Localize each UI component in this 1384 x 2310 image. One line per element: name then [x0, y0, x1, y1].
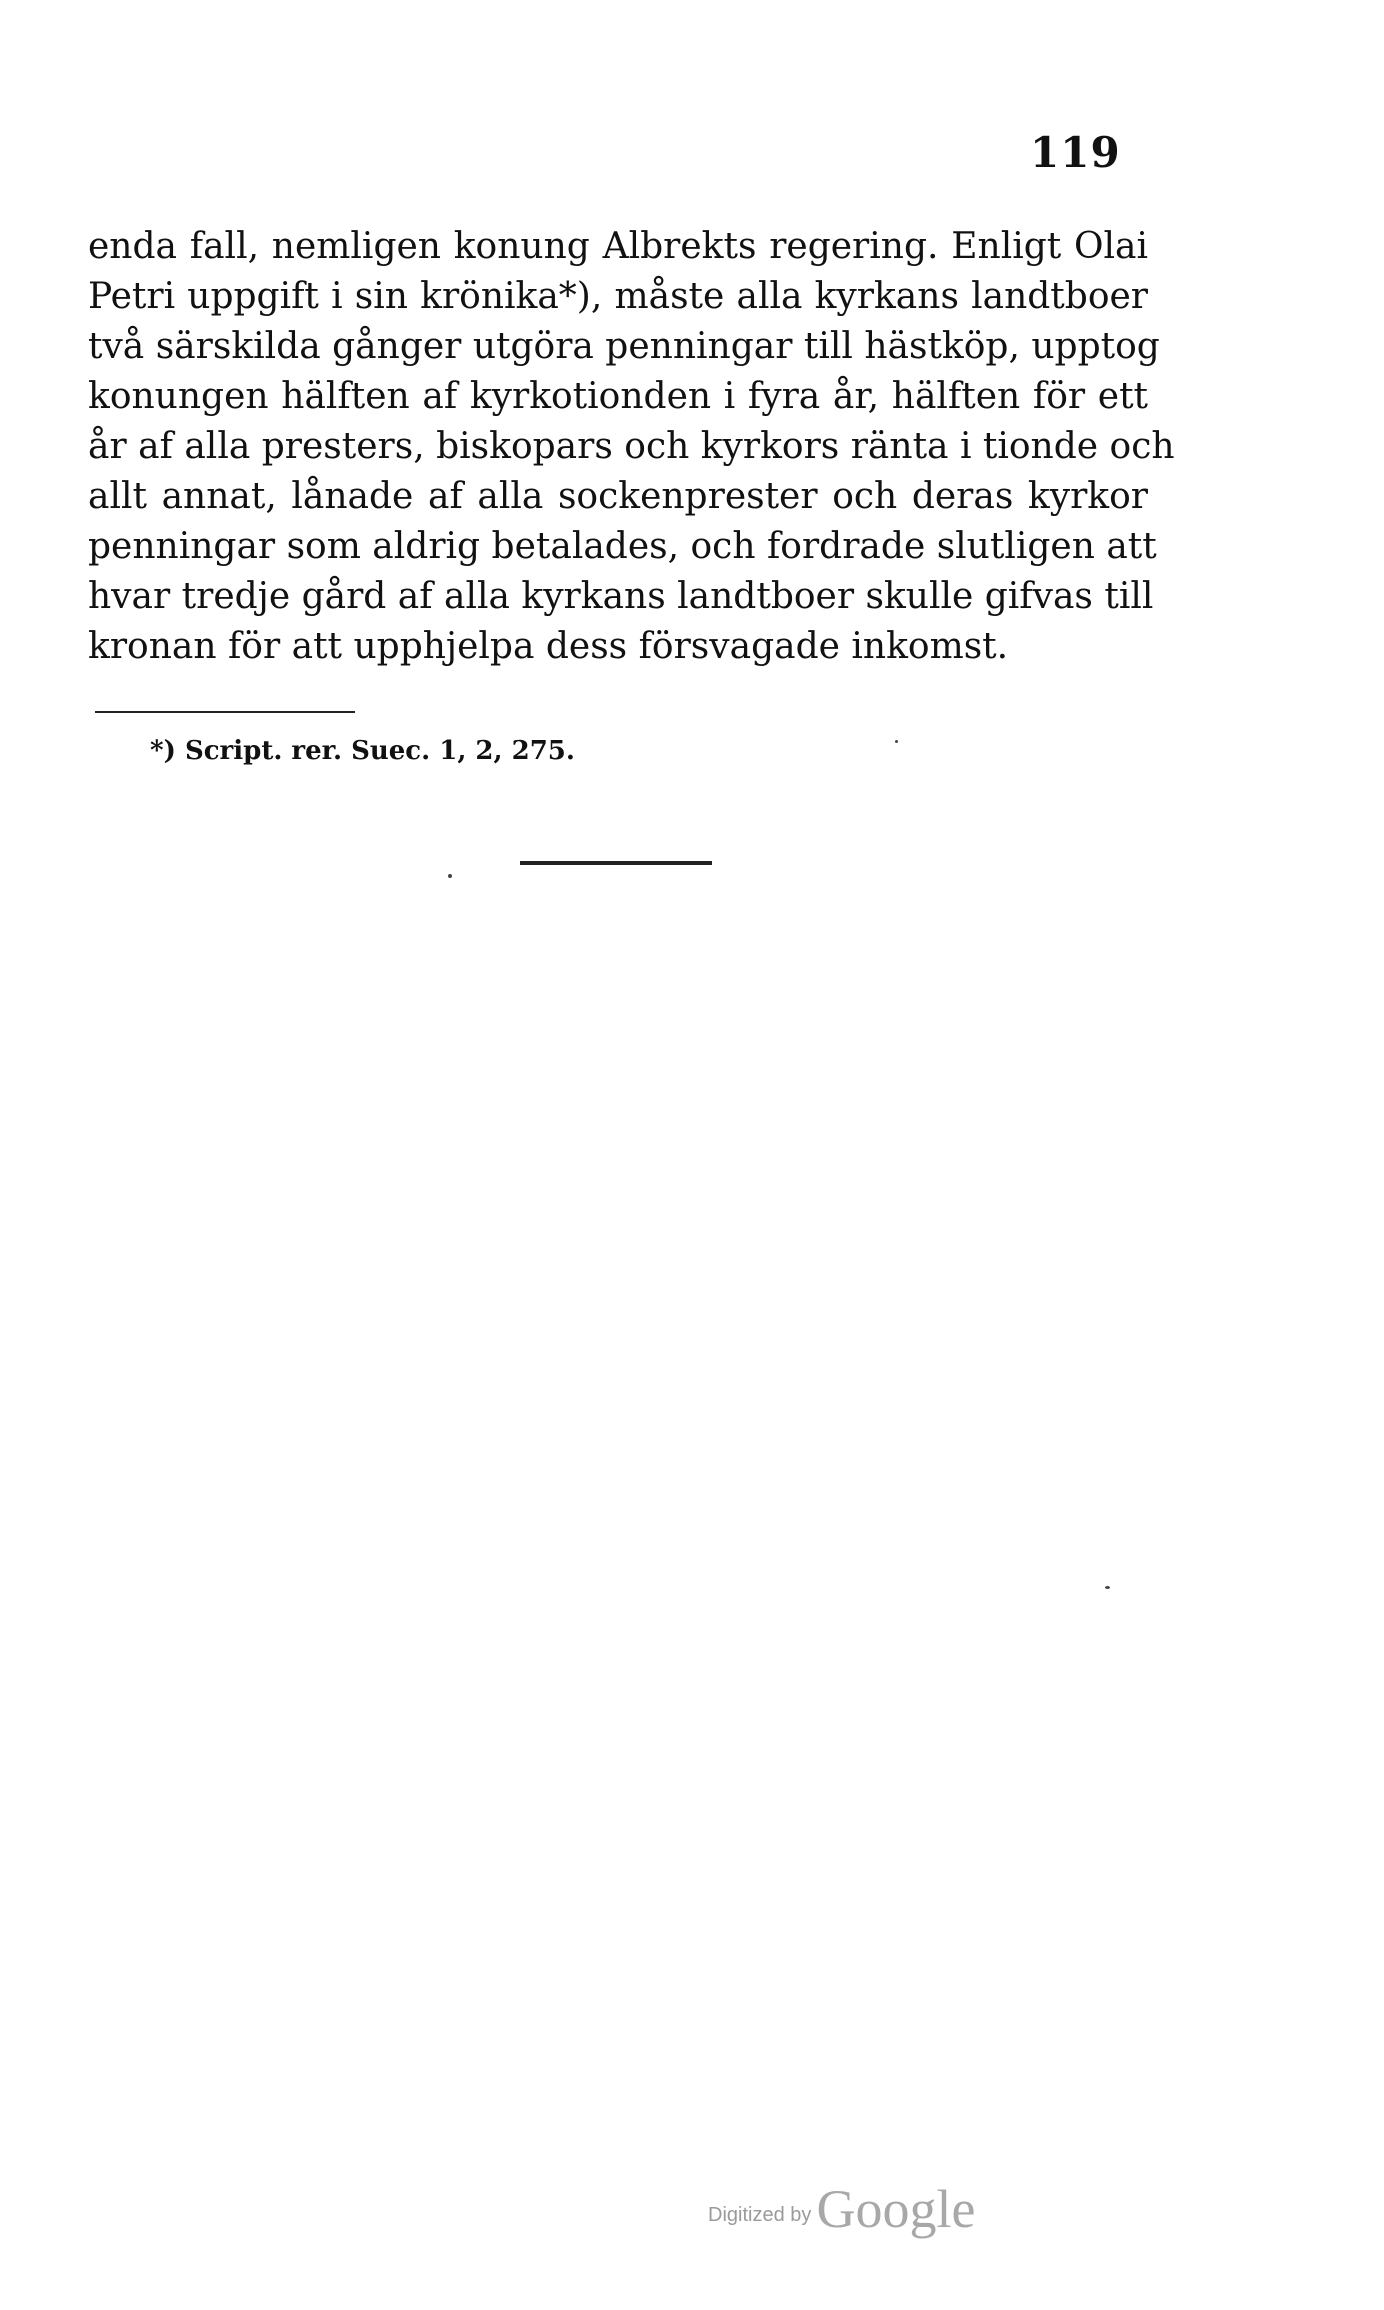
print-speck [448, 874, 452, 878]
watermark-prefix: Digitized by [708, 2204, 812, 2226]
section-end-rule [520, 861, 712, 865]
text-line: allt annat, lånade af alla sockenprester och deras kyrkor [88, 476, 1148, 517]
footnote-divider [95, 711, 355, 713]
text-line: hvar tredje gård af alla kyrkans landtboer skulle gifvas till [88, 576, 1154, 617]
digitized-watermark [708, 2178, 975, 2240]
page-number: 119 [1030, 128, 1121, 177]
body-text [88, 222, 1175, 672]
footnote: *) Script. rer. Suec. 1, 2, 275. [150, 736, 575, 766]
print-speck [1105, 1586, 1110, 1589]
text-line: konungen hälften af kyrkotionden i fyra år, hälften för ett [88, 376, 1148, 417]
text-line: enda fall, nemligen konung Albrekts regering. Enligt Olai [88, 226, 1148, 267]
text-line: Petri uppgift i sin krönika*), måste alla kyrkans landtboer [88, 276, 1148, 317]
google-logo: Google [816, 2179, 976, 2239]
print-speck [895, 740, 898, 743]
text-line: kronan för att upphjelpa dess försvagade inkomst. [88, 626, 1009, 667]
text-line: två särskilda gånger utgöra penningar till hästköp, upptog [88, 326, 1160, 367]
text-line: år af alla presters, biskopars och kyrkors ränta i tionde och [88, 426, 1175, 467]
text-line: penningar som aldrig betalades, och fordrade slutligen att [88, 526, 1157, 567]
